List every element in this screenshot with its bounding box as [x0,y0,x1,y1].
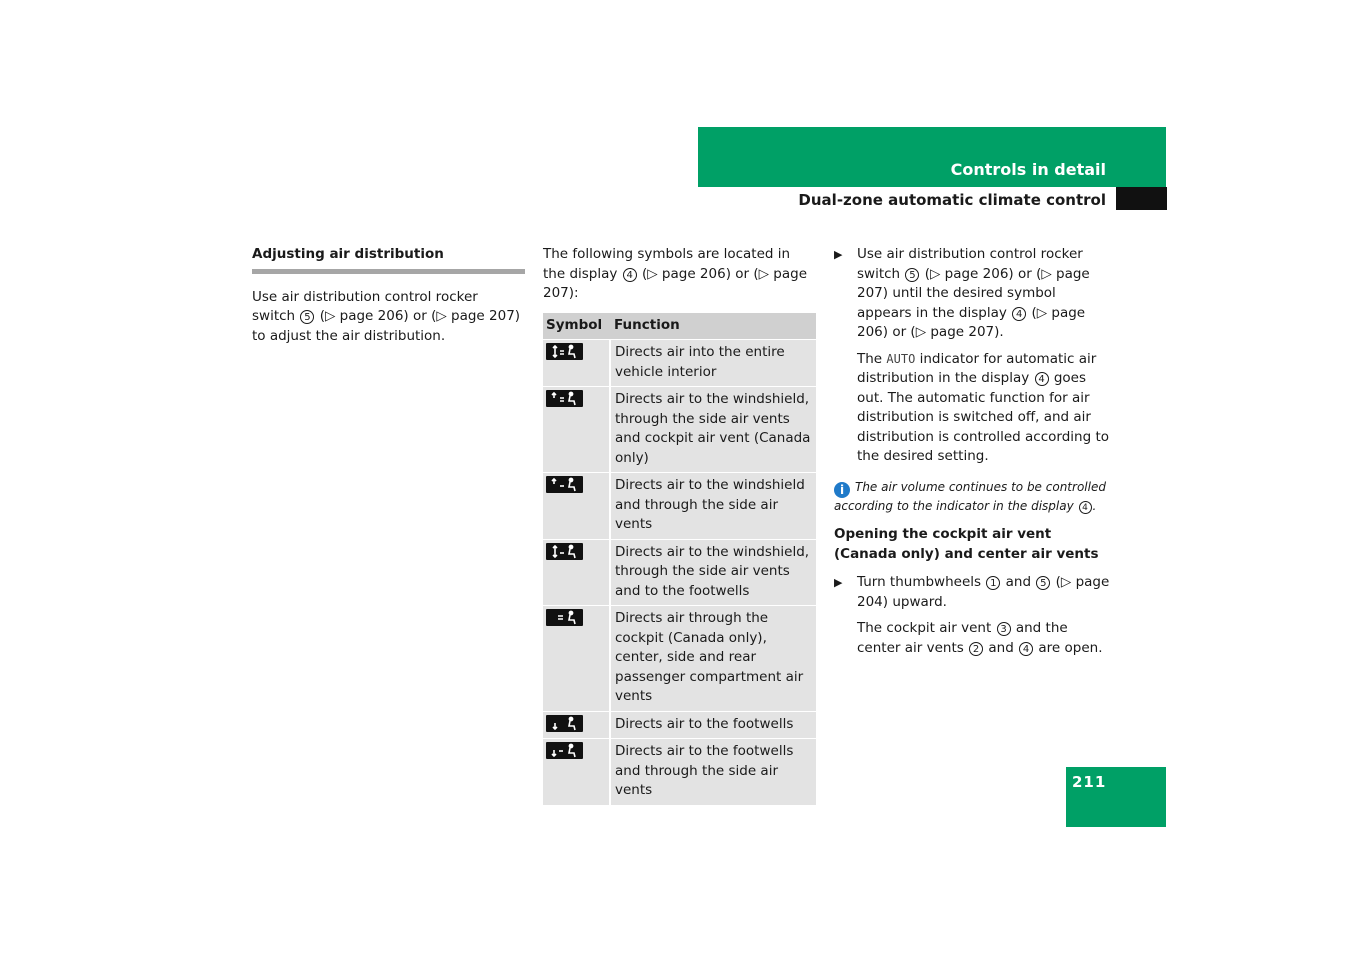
instruction-step: ▶ Use air distribution control rocker switch 5 (▷ page 206) or (▷ page 207) until the desired symbol appears in the display 4 (▷ page 206) or (▷ page 207). [834,246,1090,340]
page-number-box [1066,767,1166,827]
callout-number: 5 [300,310,314,324]
symbol-column-header: Symbol [543,313,610,340]
section-title: Dual-zone automatic climate control [798,191,1106,209]
table-row [543,340,816,387]
callout-number: 1 [986,576,1000,590]
table-intro: The following symbols are located in the display 4 (▷ page 206) or (▷ page 207): [543,246,808,301]
table-row [543,606,816,712]
middle-column [543,245,816,805]
info-note: i The air volume continues to be controlled according to the indicator in the display 4 . [834,479,1106,513]
function-cell: Directs air through the cockpit (Canada only), center, side and rear passenger compartment air vents [610,606,816,712]
air-entire-interior-icon [546,343,583,360]
header-black-tab [1116,187,1167,210]
instruction-step: ▶ Turn thumbwheels 1 and 5 (▷ page 204) upward. [834,574,1110,610]
step-result: The cockpit air vent 3 and the center air vents 2 and 4 are open. [857,620,1103,656]
symbol-table [543,313,816,805]
air-cockpit-center-side-rear-icon [546,609,583,626]
intro-paragraph: Use air distribution control rocker switch 5 (▷ page 206) or (▷ page 207) to adjust the air distribution. [252,288,521,344]
callout-number: 4 [1035,372,1049,386]
step-result: The AUTO indicator for automatic air distribution in the display 4 goes out. The automatic function for air distribution is switched off, and air distribution is controlled according to the desired setting. [857,350,1109,464]
air-footwells-side-icon [546,742,583,759]
callout-number: 4 [1079,501,1092,514]
section-heading: Adjusting air distribution [252,246,444,262]
right-column [834,245,1110,658]
table-row [543,387,816,473]
callout-number: 3 [997,622,1011,636]
function-column-header: Function [610,313,816,340]
info-icon: i [834,482,850,498]
callout-number: 5 [1036,576,1050,590]
auto-indicator-label: AUTO [886,351,916,366]
callout-number: 4 [1012,307,1026,321]
page-number: 211 [1072,773,1107,791]
callout-number: 5 [905,268,919,282]
left-column [252,245,525,346]
function-cell: Directs air to the footwells [610,711,816,739]
table-row [543,711,816,739]
function-cell: Directs air into the entire vehicle interior [610,340,816,387]
table-row [543,539,816,606]
bullet-arrow-icon: ▶ [834,248,843,261]
callout-number: 2 [969,642,983,656]
function-cell: Directs air to the windshield, through the side air vents and to the footwells [610,539,816,606]
table-row [543,739,816,805]
air-windshield-side-cockpit-icon [546,390,583,407]
air-windshield-side-icon [546,476,583,493]
air-footwells-icon [546,715,583,732]
heading-rule [252,269,525,274]
bullet-arrow-icon: ▶ [834,576,843,589]
air-windshield-side-footwell-icon [546,543,583,560]
callout-number: 4 [1019,642,1033,656]
table-row [543,473,816,540]
function-cell: Directs air to the footwells and through the side air vents [610,739,816,805]
callout-number: 4 [623,268,637,282]
function-cell: Directs air to the windshield, through the side air vents and cockpit air vent (Canada only) [610,387,816,473]
chapter-title: Controls in detail [950,160,1106,179]
section-heading: Opening the cockpit air vent (Canada only) and center air vents [834,526,1099,562]
table-header-row [543,313,816,340]
function-cell: Directs air to the windshield and through the side air vents [610,473,816,540]
